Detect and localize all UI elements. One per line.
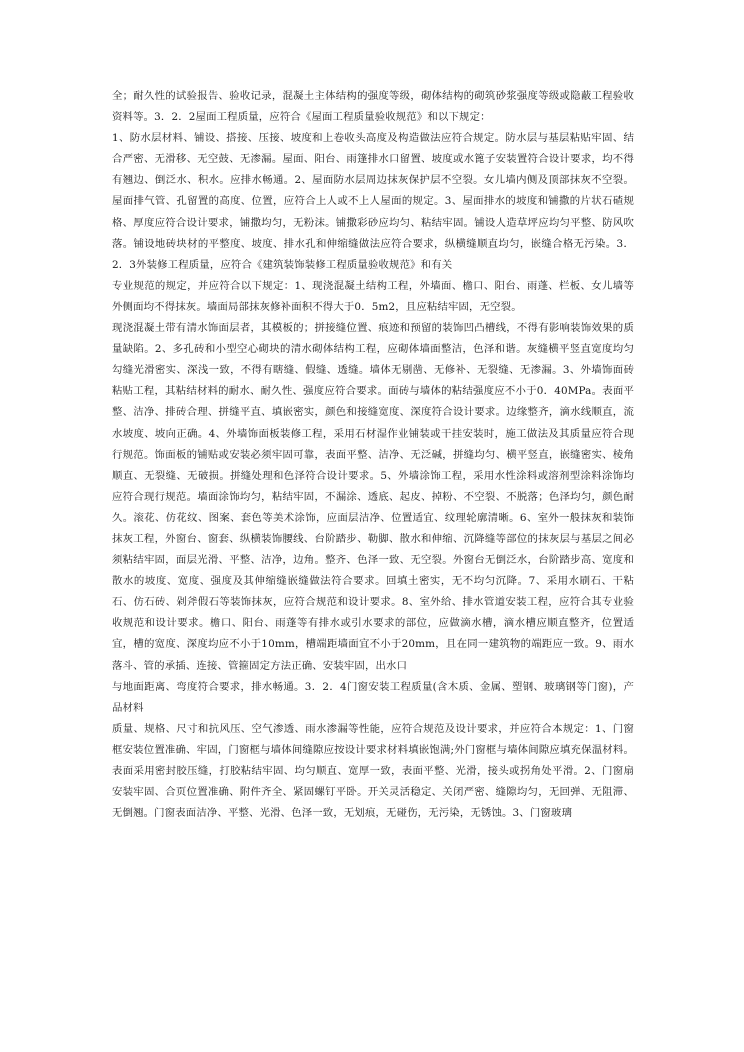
paragraph-3: 专业规范的规定，并应符合以下规定：1、现浇混凝土结构工程，外墙面、檐口、阳台、雨蓬、栏板、女儿墙等外侧面均不得抹灰。墙面局部抹灰修补面积不得大于0．5m2，且应粘结牢固，无空裂。	[112, 279, 634, 313]
paragraph-1: 全；耐久性的试验报告、验收记录，混凝土主体结构的强度等级，砌体结构的砌筑砂浆强度等级或隐蔽工程验收资料等。3．2．2屋面工程质量，应符合《屋面工程质量验收规范》和以下规定：	[112, 90, 634, 124]
paragraph-5: 与地面距离、弯度符合要求，排水畅通。3．2．4门窗安装工程质量(含木质、金属、塑钢、玻璃钢等门窗)，产品材料	[112, 680, 634, 714]
paragraph-6: 质量、规格、尺寸和抗风压、空气渗透、雨水渗漏等性能，应符合规范及设计要求，并应符合本规定：1、门窗框安装位置准确、牢固，门窗框与墙体间缝隙应按设计要求材料填嵌饱满;外门窗框与墙体间隙应填充保温材料。表面采用密封胶压缝，打胶粘结牢固、均匀顺直、宽厚一致，表面平整、光滑，接头或拐角处平滑。2、门窗扇安装牢固、合页位置准确、附件齐全、紧固螺钉平卧。开关灵活稳定、关闭严密、缝隙均匀，无回弹、无阻滞、无倒翘。门窗表面洁净、平整、光滑、色泽一致，无划痕，无碰伤，无污染，无锈蚀。3、门窗玻璃	[112, 722, 634, 820]
paragraph-2: 1、防水层材料、铺设、搭接、压接、坡度和上卷收头高度及构造做法应符合规定。防水层与基层粘贴牢固、结合严密、无滑移、无空鼓、无渗漏。屋面、阳台、雨篷排水口留置、坡度或水篦子安装置符合设计要求，均不得有翘边、倒泛水、积水。应排水畅通。2、屋面防水层周边抹灰保护层不空裂。女儿墙内侧及顶部抹灰不空裂。屋面排气管、孔留置的高度、位置，应符合上人或不上人屋面的规定。3、屋面排水的坡度和铺撒的片状石碴规格、厚度应符合设计要求，铺撒均匀，无粉沫。铺撒彩砂应均匀、粘结牢固。铺设人造草坪应均匀平整、防风吹落。铺设地砖块材的平整度、坡度、排水孔和伸缩缝做法应符合要求，纵横缝顺直均匀，嵌缝合格无污染。3．2．3外装修工程质量，应符合《建筑装饰装修工程质量验收规范》和有关	[112, 132, 634, 271]
paragraph-4: 现浇混凝土带有清水饰面层者，其模板的；拼接缝位置、痕迹和预留的装饰凹凸槽线，不得有影响装饰效果的质量缺陷。2、多孔砖和小型空心砌块的清水砌体结构工程，应砌体墙面整洁，色泽和谐。灰缝横平竖直宽度均匀勾缝光滑密实、深浅一致，不得有瞎缝、假缝、透缝。墙体无剔凿、无修补、无裂缝、无渗漏。3、外墙饰面砖粘贴工程，其粘结材料的耐水、耐久性、强度应符合要求。面砖与墙体的粘结强度应不小于0．40MPa。表面平整、洁净、排砖合理、拼缝平直、填嵌密实，颜色和接缝宽度、深度符合设计要求。边缘整齐，滴水线顺直，流水坡度、坡向正确。4、外墙饰面板装修工程，采用石材湿作业铺装或干挂安装时，施工做法及其质量应符合现行规范。饰面板的铺贴或安装必须牢固可靠，表面平整、洁净、无泛碱，拼缝均匀、横平竖直，嵌缝密实、棱角顺直、无裂缝、无破损。拼缝处理和色泽符合设计要求。5、外墙涂饰工程，采用水性涂料或溶剂型涂料涂饰均应符合现行规范。墙面涂饰均匀，粘结牢固，不漏涂、透底、起皮、掉粉、不空裂、不脱落；色泽均匀，颜色耐久。滚花、仿花纹、图案、套色等美术涂饰，应面层洁净、位置适宜、纹理轮廓清晰。6、室外一般抹灰和装饰抹灰工程，外窗台、窗套、纵横装饰腰线、台阶踏步、勒脚、散水和伸缩、沉降缝等部位的抹灰层与基层之间必须粘结牢固，面层光滑、平整、洁净，边角。整齐、色泽一致、无空裂。外窗台无倒泛水，台阶踏步高、宽度和散水的坡度、宽度、强度及其伸缩缝嵌缝做法符合要求。回填土密实，无不均匀沉降。7、采用水刷石、干粘石、仿石砖、剁斧假石等装饰抹灰，应符合规范和设计要求。8、室外给、排水管道安装工程，应符合其专业验收规范和设计要求。檐口、阳台、雨蓬等有排水或引水要求的部位，应做滴水槽，滴水槽应顺直整齐，位置适宜，槽的宽度、深度均应不小于10mm，槽端距墙面宜不小于20mm，且在同一建筑物的端距应一致。9、雨水落斗、管的承插、连接、管箍固定方法正确、安装牢固，出水口	[112, 322, 634, 672]
document-body	[112, 86, 634, 824]
